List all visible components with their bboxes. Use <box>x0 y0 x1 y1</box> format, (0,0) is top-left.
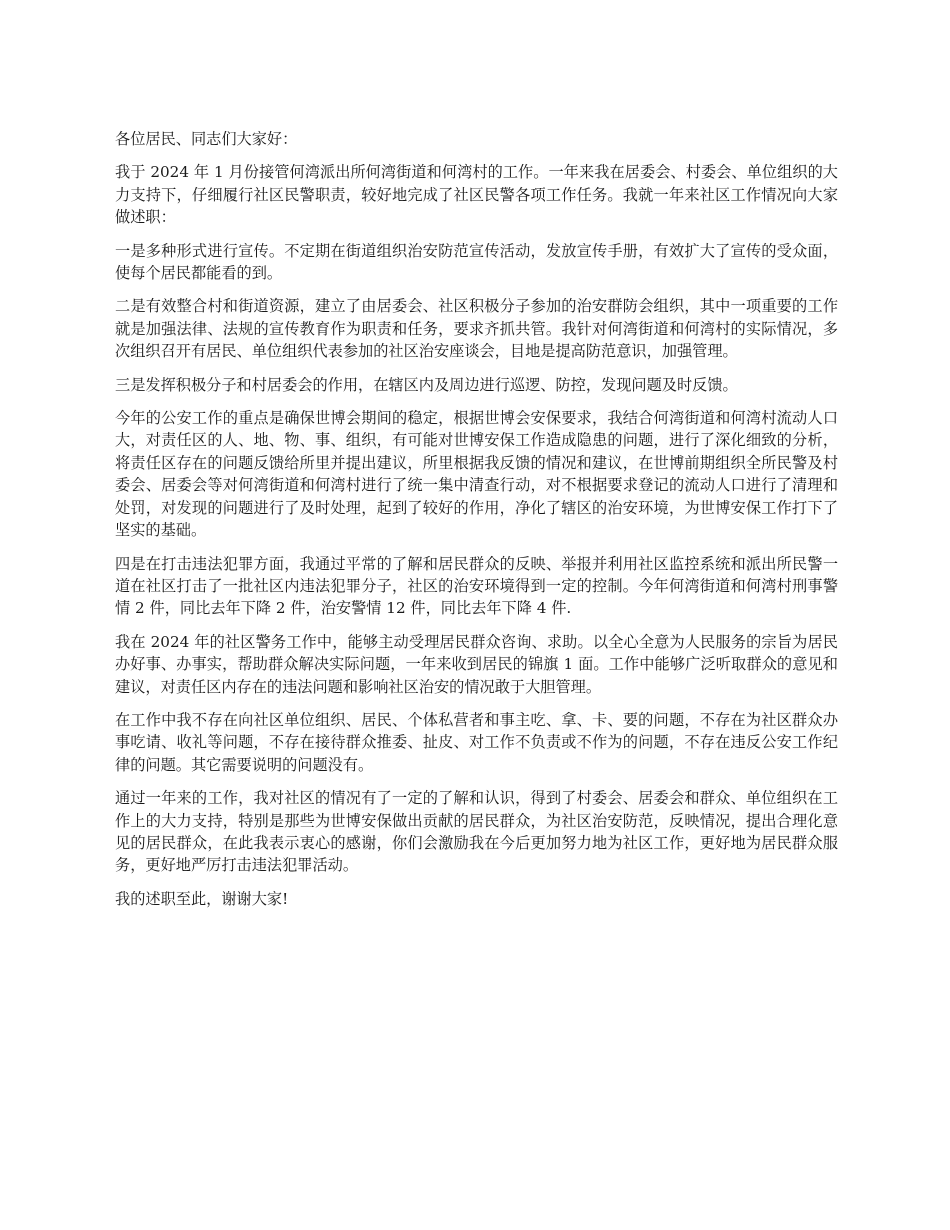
paragraph-thanks: 通过一年来的工作，我对社区的情况有了一定的了解和认识，得到了村委会、居委会和群众、单位组织在工作上的大力支持，特别是那些为世博安保做出贡献的居民群众，为社区治安防范，反映情况，提出合理化意见的居民群众，在此我表示衷心的感谢，你们会激励我在今后更加努力地为社区工作，更好地为居民群众服务，更好地严厉打击违法犯罪活动。 <box>115 789 838 875</box>
greeting-line: 各位居民、同志们大家好： <box>115 130 298 148</box>
closing-line: 我的述职至此，谢谢大家! <box>115 889 289 908</box>
paragraph-patrol: 三是发挥积极分子和村居委会的作用，在辖区内及周边进行巡逻、防控，发现问题及时反馈。 <box>115 375 738 394</box>
paragraph-intro: 我于 2024 年 1 月份接管何湾派出所何湾街道和何湾村的工作。一年来我在居委会、村委会、单位组织的大力支持下，仔细履行社区民警职责，较好地完成了社区民警各项工作任务。我就一年来社区工作情况向大家做述职： <box>115 163 838 227</box>
paragraph-resources: 二是有效整合村和街道资源，建立了由居委会、社区积极分子参加的治安群防会组织，其中一项重要的工作就是加强法律、法规的宣传教育作为职责和任务，要求齐抓共管。我针对何湾街道和何湾村的实际情况，多次组织召开有居民、单位组织代表参加的社区治安座谈会，目地是提高防范意识，加强管理。 <box>115 297 838 361</box>
paragraph-expo-security: 今年的公安工作的重点是确保世博会期间的稳定，根据世博会安保要求，我结合何湾街道和何湾村流动人口大，对责任区的人、地、物、事、组织，有可能对世博安保工作造成隐患的问题，进行了深化细致的分析，将责任区存在的问题反馈给所里并提出建议，所里根据我反馈的情况和建议，在世博前期组织全所民警及村委会、居委会等对何湾街道和何湾村进行了统一集中清查行动，对不根据要求登记的流动人口进行了清理和处罚，对发现的问题进行了及时处理，起到了较好的作用，净化了辖区的治安环境，为世博安保工作打下了坚实的基础。 <box>115 409 838 540</box>
paragraph-crime-fighting: 四是在打击违法犯罪方面，我通过平常的了解和居民群众的反映、举报并利用社区监控系统和派出所民警一道在社区打击了一批社区内违法犯罪分子，社区的治安环境得到一定的控制。今年何湾街道和何湾村刑事警情 2 件，同比去年下降 2 件，治安警情 12 件，同比去年下降 4 件. <box>115 554 838 618</box>
document-page <box>115 128 838 921</box>
paragraph-service: 我在 2024 年的社区警务工作中，能够主动受理居民群众咨询、求助。以全心全意为人民服务的宗旨为居民办好事、办事实，帮助群众解决实际问题，一年来收到居民的锦旗 1 面。工作中能够广泛听取群众的意见和建议，对责任区内存在的违法问题和影响社区治安的情况敢于大胆管理。 <box>115 632 838 696</box>
paragraph-integrity: 在工作中我不存在向社区单位组织、居民、个体私营者和事主吃、拿、卡、要的问题，不存在为社区群众办事吃请、收礼等问题，不存在接待群众推委、扯皮、对工作不负责或不作为的问题，不存在违反公安工作纪律的问题。其它需要说明的问题没有。 <box>115 710 838 774</box>
paragraph-publicity: 一是多种形式进行宣传。不定期在街道组织治安防范宣传活动，发放宣传手册，有效扩大了宣传的受众面，使每个居民都能看的到。 <box>115 241 838 283</box>
